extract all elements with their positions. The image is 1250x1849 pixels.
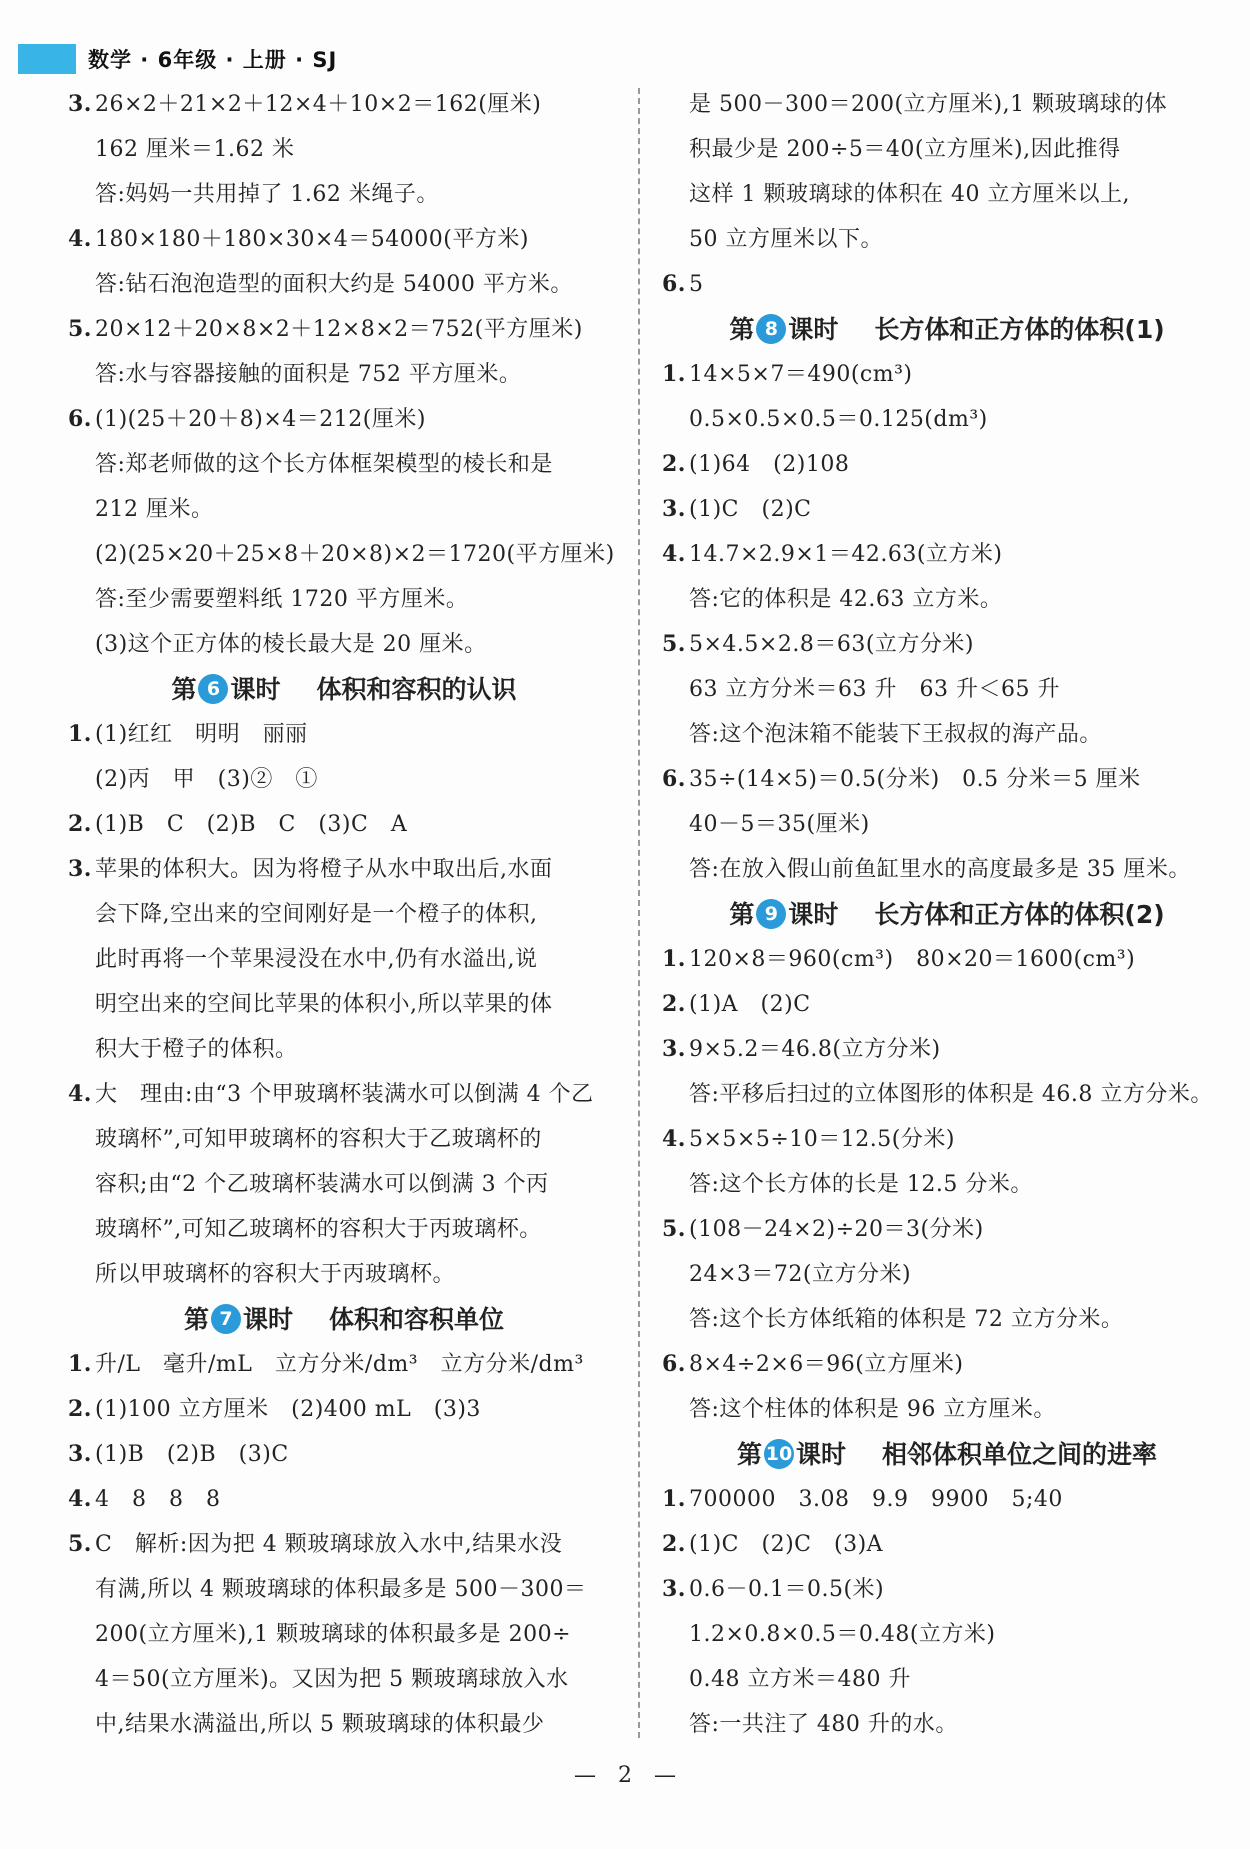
answer-text: C 解析:因为把 4 颗玻璃球放入水中,结果水没 [95,1532,563,1557]
answer-text: 答:平移后扫过的立体图形的体积是 46.8 立方分米。 [689,1082,1213,1107]
answer-text: 积最少是 200÷5＝40(立方厘米),因此推得 [689,137,1121,162]
lesson-title: 相邻体积单位之间的进率 [882,1440,1158,1469]
answer-text: 答:这个长方体的长是 12.5 分米。 [689,1172,1033,1197]
answer-text: (1)B (2)B (3)C [95,1442,289,1467]
answer-line [662,1072,1232,1117]
answer-text: 212 厘米。 [95,497,214,522]
answer-text: (1)B C (2)B C (3)C A [95,812,408,837]
header-title: 数学 · 6年级 · 上册 · SJ [88,48,338,72]
answer-text: 所以甲玻璃杯的容积大于丙玻璃杯。 [95,1262,456,1287]
answer-item [662,1477,1232,1522]
question-number: 1. [68,721,92,747]
answer-text: 积大于橙子的体积。 [95,1037,298,1062]
answer-text: 120×8＝960(cm³) 80×20＝1600(cm³) [689,947,1136,972]
answer-text: 答:一共注了 480 升的水。 [689,1712,958,1737]
lesson-prefix: 第 [183,1305,209,1334]
answer-line [68,1027,620,1072]
question-number: 3. [68,1441,92,1467]
answer-line [662,1657,1232,1702]
answer-text: (1)红红 明明 丽丽 [95,722,308,747]
question-number: 4. [68,1486,92,1512]
answer-item [68,82,620,127]
answer-text: 中,结果水满溢出,所以 5 颗玻璃球的体积最少 [95,1712,545,1737]
question-number: 1. [68,1351,92,1377]
question-number: 6. [662,271,686,297]
page-header [18,44,337,74]
answer-line [662,667,1232,712]
answer-item [68,1477,620,1522]
answer-text: (1)64 (2)108 [689,452,850,477]
answer-text: (3)这个正方体的棱长最大是 20 厘米。 [95,632,487,657]
answer-item [68,1432,620,1477]
question-number: 5. [68,316,92,342]
answer-text: 180×180＋180×30×4＝54000(平方米) [95,227,529,252]
answer-item [68,712,620,757]
answer-item [662,1342,1232,1387]
answer-item [662,622,1232,667]
answer-line [662,217,1232,262]
answer-text: 14×5×7＝490(cm³) [689,362,913,387]
answer-text: 700000 3.08 9.9 9900 5;40 [689,1487,1063,1512]
lesson-title: 长方体和正方体的体积(1) [874,315,1165,344]
lesson-heading [662,1432,1232,1477]
answer-text: 1.2×0.8×0.5＝0.48(立方米) [689,1622,996,1647]
answer-line [68,1567,620,1612]
answer-text: 答:它的体积是 42.63 立方米。 [689,587,1003,612]
answer-line [68,1162,620,1207]
answer-text: 答:钻石泡泡造型的面积大约是 54000 平方米。 [95,272,573,297]
lesson-title: 长方体和正方体的体积(2) [874,900,1165,929]
right-column [662,82,1232,1747]
lesson-suffix: 课时 [242,1305,293,1334]
answer-line [662,577,1232,622]
answer-line [68,1252,620,1297]
answer-text: 玻璃杯”,可知甲玻璃杯的容积大于乙玻璃杯的 [95,1127,542,1152]
answer-text: (1)A (2)C [689,992,811,1017]
answer-text: 40－5＝35(厘米) [689,812,870,837]
answer-line [662,1162,1232,1207]
answer-text: 苹果的体积大。因为将橙子从水中取出后,水面 [95,857,553,882]
answer-text: 答:这个长方体纸箱的体积是 72 立方分米。 [689,1307,1124,1332]
answer-text: 0.5×0.5×0.5＝0.125(dm³) [689,407,988,432]
answer-item [662,442,1232,487]
answer-text: 会下降,空出来的空间刚好是一个橙子的体积, [95,902,538,927]
answer-line [662,127,1232,172]
answer-item [662,487,1232,532]
answer-text: (1)(25＋20＋8)×4＝212(厘米) [95,407,426,432]
question-number: 2. [68,811,92,837]
lesson-number-badge: 7 [211,1304,241,1334]
answer-text: (1)100 立方厘米 (2)400 mL (3)3 [95,1397,481,1422]
answer-line [68,352,620,397]
answer-line [68,127,620,172]
answer-text: 大 理由:由“3 个甲玻璃杯装满水可以倒满 4 个乙 [95,1082,594,1107]
answer-text: 玻璃杯”,可知乙玻璃杯的容积大于丙玻璃杯。 [95,1217,542,1242]
answer-text: (2)丙 甲 (3)② ① [95,767,318,792]
answer-text: (1)C (2)C [689,497,812,522]
answer-text: 答:这个柱体的体积是 96 立方厘米。 [689,1397,1056,1422]
question-number: 1. [662,361,686,387]
lesson-heading [662,307,1232,352]
answer-line [68,532,620,577]
answer-item [662,1207,1232,1252]
lesson-prefix: 第 [729,315,755,344]
answer-item [662,937,1232,982]
question-number: 4. [68,226,92,252]
question-number: 3. [662,1576,686,1602]
answer-line [68,937,620,982]
answer-text: 9×5.2＝46.8(立方分米) [689,1037,941,1062]
answer-text: 4＝50(立方厘米)。又因为把 5 颗玻璃球放入水 [95,1667,569,1692]
answer-line [662,1387,1232,1432]
answer-item [662,1522,1232,1567]
answer-text: 24×3＝72(立方分米) [689,1262,912,1287]
question-number: 5. [662,631,686,657]
question-number: 4. [662,1126,686,1152]
question-number: 2. [662,991,686,1017]
answer-item [662,262,1232,307]
answer-item [68,397,620,442]
answer-line [662,397,1232,442]
answer-text: (2)(25×20＋25×8＋20×8)×2＝1720(平方厘米) [95,542,615,567]
answer-line [662,712,1232,757]
answer-item [68,1522,620,1567]
answer-text: 答:这个泡沫箱不能装下王叔叔的海产品。 [689,722,1102,747]
answer-item [662,532,1232,577]
question-number: 2. [68,1396,92,1422]
answer-item [68,1387,620,1432]
answer-text: 是 500－300＝200(立方厘米),1 颗玻璃球的体 [689,92,1168,117]
answer-line [68,1207,620,1252]
answer-line [68,982,620,1027]
question-number: 2. [662,1531,686,1557]
answer-text: 5×4.5×2.8＝63(立方分米) [689,632,974,657]
question-number: 5. [662,1216,686,1242]
answer-line [662,1252,1232,1297]
lesson-heading [662,892,1232,937]
answer-text: 此时再将一个苹果浸没在水中,仍有水溢出,说 [95,947,538,972]
answer-line [68,487,620,532]
question-number: 3. [662,496,686,522]
answer-item [68,307,620,352]
answer-line [662,1297,1232,1342]
lesson-prefix: 第 [736,1440,762,1469]
question-number: 6. [662,766,686,792]
lesson-suffix: 课时 [788,900,839,929]
answer-item [662,982,1232,1027]
answer-line [68,1117,620,1162]
answer-item [662,1027,1232,1072]
question-number: 1. [662,946,686,972]
answer-line [68,262,620,307]
lesson-suffix: 课时 [788,315,839,344]
lesson-title: 体积和容积的认识 [316,675,517,704]
answer-text: 5×5×5÷10＝12.5(分米) [689,1127,955,1152]
answer-text: 63 立方分米＝63 升 63 升＜65 升 [689,677,1060,702]
answer-item [662,1117,1232,1162]
lesson-number-badge: 8 [756,314,786,344]
answer-line [68,172,620,217]
lesson-heading [68,1297,620,1342]
question-number: 4. [68,1081,92,1107]
answer-item [662,757,1232,802]
question-number: 3. [662,1036,686,1062]
answer-item [662,352,1232,397]
answer-text: 答:水与容器接触的面积是 752 平方厘米。 [95,362,522,387]
lesson-prefix: 第 [171,675,197,704]
answer-line [68,577,620,622]
answer-text: 5 [689,272,704,297]
answer-item [68,1072,620,1117]
lesson-number-badge: 6 [198,674,228,704]
answer-item [68,1342,620,1387]
answer-line [68,892,620,937]
answer-line [68,1702,620,1747]
page-number: — 2 — [574,1763,676,1788]
answer-item [68,847,620,892]
lesson-title: 体积和容积单位 [329,1305,505,1334]
question-number: 3. [68,856,92,882]
answer-text: 8×4÷2×6＝96(立方厘米) [689,1352,964,1377]
answer-text: 14.7×2.9×1＝42.63(立方米) [689,542,1003,567]
answer-text: 答:至少需要塑料纸 1720 平方厘米。 [95,587,469,612]
answer-line [68,1612,620,1657]
question-number: 3. [68,91,92,117]
answer-text: 162 厘米＝1.62 米 [95,137,295,162]
answer-text: 50 立方厘米以下。 [689,227,883,252]
answer-item [68,802,620,847]
question-number: 1. [662,1486,686,1512]
answer-text: 有满,所以 4 颗玻璃球的体积最多是 500－300＝ [95,1577,587,1602]
answer-item [662,1567,1232,1612]
lesson-number-badge: 10 [764,1439,794,1469]
question-number: 2. [662,451,686,477]
answer-line [662,172,1232,217]
answer-line [662,847,1232,892]
answer-text: (108－24×2)÷20＝3(分米) [689,1217,984,1242]
answer-line [662,1702,1232,1747]
question-number: 6. [662,1351,686,1377]
answer-line [68,757,620,802]
answer-text: 35÷(14×5)＝0.5(分米) 0.5 分米＝5 厘米 [689,767,1141,792]
answer-text: 26×2＋21×2＋12×4＋10×2＝162(厘米) [95,92,542,117]
answer-text: 4 8 8 8 [95,1487,221,1512]
answer-line [662,1612,1232,1657]
answer-text: 这样 1 颗玻璃球的体积在 40 立方厘米以上, [689,182,1130,207]
answer-item [68,217,620,262]
left-column [68,82,620,1747]
answer-line [68,622,620,667]
answer-line [68,1657,620,1702]
question-number: 4. [662,541,686,567]
answer-text: (1)C (2)C (3)A [689,1532,884,1557]
answer-text: 0.48 立方米＝480 升 [689,1667,911,1692]
lesson-suffix: 课时 [230,675,281,704]
answer-line [662,802,1232,847]
answer-text: 答:在放入假山前鱼缸里水的高度最多是 35 厘米。 [689,857,1191,882]
question-number: 6. [68,406,92,432]
lesson-prefix: 第 [729,900,755,929]
header-accent-bar [18,44,76,74]
answer-text: 0.6－0.1＝0.5(米) [689,1577,885,1602]
answer-text: 升/L 毫升/mL 立方分米/dm³ 立方分米/dm³ [95,1352,584,1377]
lesson-suffix: 课时 [795,1440,846,1469]
answer-line [662,82,1232,127]
question-number: 5. [68,1531,92,1557]
lesson-heading [68,667,620,712]
answer-text: 容积;由“2 个乙玻璃杯装满水可以倒满 3 个丙 [95,1172,549,1197]
answer-text: 200(立方厘米),1 颗玻璃球的体积最多是 200÷ [95,1622,572,1647]
answer-line [68,442,620,487]
answer-text: 答:妈妈一共用掉了 1.62 米绳子。 [95,182,439,207]
answer-text: 明空出来的空间比苹果的体积小,所以苹果的体 [95,992,553,1017]
column-divider [638,88,640,1738]
lesson-number-badge: 9 [756,899,786,929]
answer-text: 20×12＋20×8×2＋12×8×2＝752(平方厘米) [95,317,583,342]
answer-text: 答:郑老师做的这个长方体框架模型的棱长和是 [95,452,553,477]
